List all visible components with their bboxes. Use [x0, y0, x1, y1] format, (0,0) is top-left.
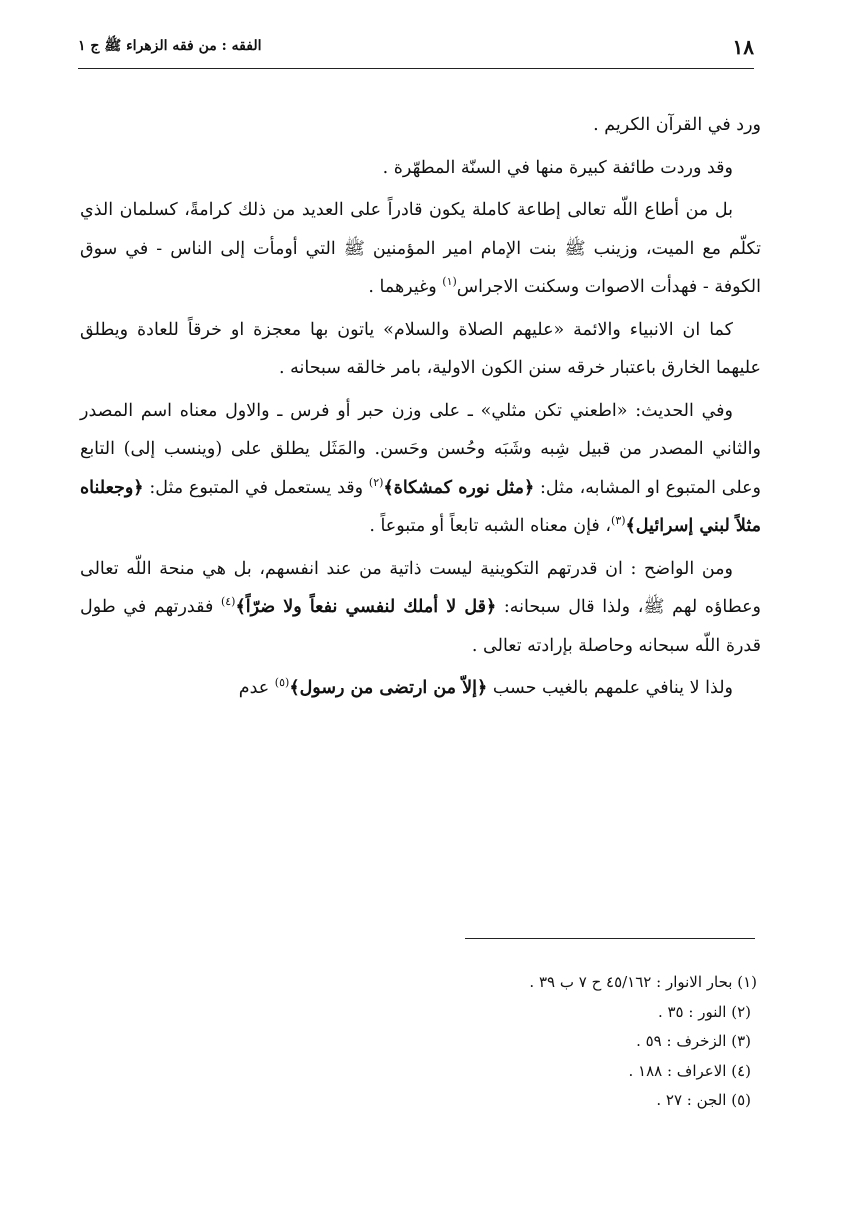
footnote-5: (٥) الجن : ٢٧ . — [656, 1091, 751, 1109]
paragraph-7-tail: عدم — [238, 678, 275, 698]
paragraph-7-text: ولذا لا ينافي علمهم بالغيب حسب — [487, 678, 733, 698]
quran-quote-1: ﴿مثل نوره كمشكاة﴾ — [383, 477, 535, 498]
footnote-ref-4: (٤) — [220, 595, 236, 609]
quran-quote-4: ﴿إلاّ من ارتضى من رسول﴾ — [289, 678, 488, 698]
page-number: ١٨ — [732, 35, 754, 59]
paragraph-3 — [80, 191, 761, 307]
footnote-ref-2: (٢) — [368, 475, 384, 489]
footnote-ref-3: (٣) — [611, 514, 626, 528]
footnote-separator — [465, 938, 755, 939]
paragraph-5-text: وفي الحديث: «اطعني تكن مثلي» ـ على وزن حبر أو فرس ـ والاول معناه اسم المصدر والثاني المصدر من قبيل شِبه وشَبَه وحُسن وحَسن. والمَثَل يطلق على (وينسب إلى) التابع وعلى المتبوع او المشابه، مثل: — [80, 400, 762, 498]
paragraph-6 — [80, 550, 761, 666]
footnote-1: (١) بحار الانوار : ٤٥/١٦٢ ح ٧ ب ٣٩ . — [529, 973, 757, 991]
footnote-ref-1: (١) — [442, 275, 457, 289]
paragraph-6-tail: فقدرتهم في طول قدرة اللّه سبحانه وحاصلة بإرادته تعالى . — [80, 597, 761, 656]
paragraph-4: كما ان الانبياء والائمة «عليهم الصلاة والسلام» ياتون بها معجزة او خرقاً للعادة ويطلق عليهما الخارق باعتبار خرقه سنن الكون الاولية، بامر خالقه سبحانه . — [80, 319, 761, 378]
paragraph-5-text-2: وقد يستعمل في المتبوع مثل: — [143, 477, 369, 498]
paragraph-6-text: ومن الواضح : ان قدرتهم التكوينية ليست ذاتية من عند انفسهم، بل هي منحة اللّه تعالى وعطاؤه لهم ﷺ، ولذا قال سبحانه: — [80, 558, 761, 617]
page-header — [78, 30, 754, 69]
paragraph-2: وقد وردت طائفة كبيرة منها في السنّة المطهّرة . — [382, 157, 733, 178]
quran-quote-2: ﴿وجعلناه مثلاً لبني إسرائيل﴾ — [80, 477, 761, 536]
paragraph-5 — [80, 392, 761, 546]
quran-quote-3: ﴿قل لا أملك لنفسي نفعاً ولا ضرّاً﴾ — [235, 597, 497, 617]
footnotes — [337, 968, 757, 1116]
running-title: الفقه : من فقه الزهراء ﷺ ج ١ — [78, 38, 262, 54]
paragraph-5-tail: ، فإن معناه الشبه تابعاً أو متبوعاً . — [369, 516, 612, 536]
footnote-ref-5: (٥) — [274, 676, 290, 690]
paragraph-3-tail: وغيرهما . — [368, 277, 443, 297]
footnote-2: (٢) النور : ٣٥ . — [657, 1002, 751, 1021]
footnote-4: (٤) الاعراف : ١٨٨ . — [628, 1061, 751, 1080]
main-text — [80, 106, 761, 712]
paragraph-1: ورد في القرآن الكريم . — [593, 115, 761, 135]
paragraph-7 — [80, 669, 761, 708]
paragraph-3-text: بل من أطاع اللّه تعالى إطاعة كاملة يكون قادراً على العديد من ذلك كرامةً، كسلمان الذي تكلّم مع الميت، وزينب ﷺ بنت الإمام امير المؤمنين ﷺ التي أومأت إلى الناس - في سوق الكوفة - فهدأت الاصوات وسكنت الاجراس — [80, 200, 761, 297]
footnote-3: (٣) الزخرف : ٥٩ . — [636, 1032, 751, 1050]
